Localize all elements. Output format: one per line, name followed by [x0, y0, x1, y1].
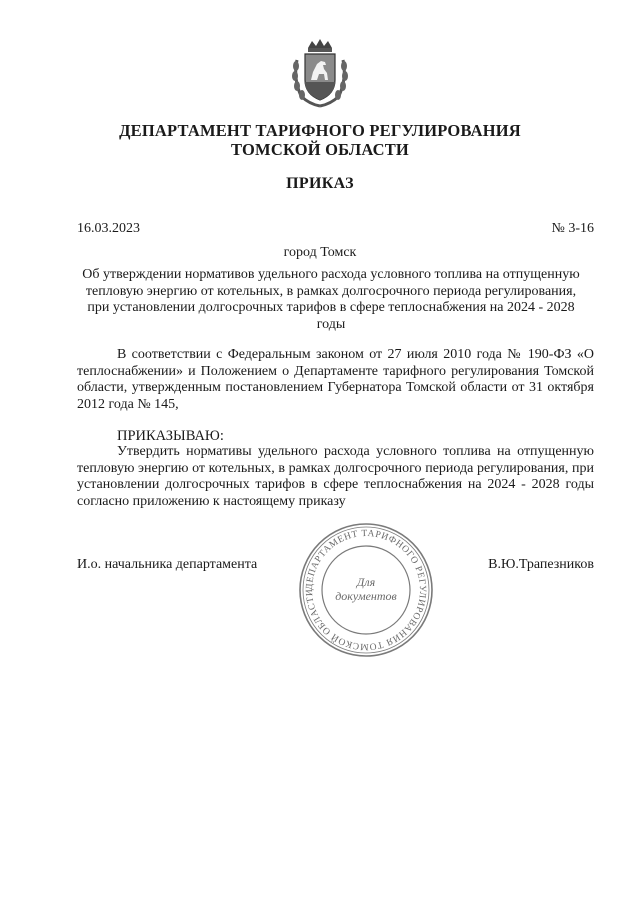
department-title-line2: ТОМСКОЙ ОБЛАСТИ [231, 140, 409, 159]
official-stamp-seal [296, 520, 436, 660]
document-city: город Томск [283, 245, 357, 260]
signatory-title: И.о. начальника департамента [77, 557, 258, 572]
stamp-center-line1: Для [356, 575, 376, 589]
document-date: 16.03.2023 [77, 221, 140, 236]
department-title-line1: ДЕПАРТАМЕНТ ТАРИФНОГО РЕГУЛИРОВАНИЯ [119, 121, 521, 140]
legal-basis-paragraph: В соответствии с Федеральным законом от 27 июля 2010 года № 190-ФЗ «О теплоснабжении» и Положением о Департаменте тарифного регулирования Томской области, утвержденным постановлением Губернатора Томской области от 31 октября 2012 года № 145, [77, 347, 594, 412]
document-subject: Об утверждении нормативов удельного расхода условного топлива на отпущенную тепловую энергию от котельных, в рамках долгосрочного периода регулирования, при установлении долгосрочных тарифов в сфере теплоснабжения на 2024 - 2028 годы [82, 267, 580, 332]
stamp-center-line2: документов [335, 589, 397, 603]
tomsk-coat-of-arms-icon [289, 38, 351, 108]
order-text-paragraph: Утвердить нормативы удельного расхода условного топлива на отпущенную тепловую энергию от котельных, в рамках долгосрочного периода регулирования, при установлении долгосрочных тарифов в сфере теплоснабжения на 2024 - 2028 годы согласно приложению к настоящему приказу [77, 444, 594, 509]
document-number: № 3-16 [551, 221, 594, 236]
order-keyword: ПРИКАЗЫВАЮ: [117, 428, 224, 444]
stamp-ring-text: ДЕПАРТАМЕНТ ТАРИФНОГО РЕГУЛИРОВАНИЯ ТОМСКОЙ ОБЛАСТИ [304, 528, 428, 652]
document-type-title: ПРИКАЗ [286, 175, 354, 192]
signatory-name: В.Ю.Трапезников [488, 557, 594, 572]
